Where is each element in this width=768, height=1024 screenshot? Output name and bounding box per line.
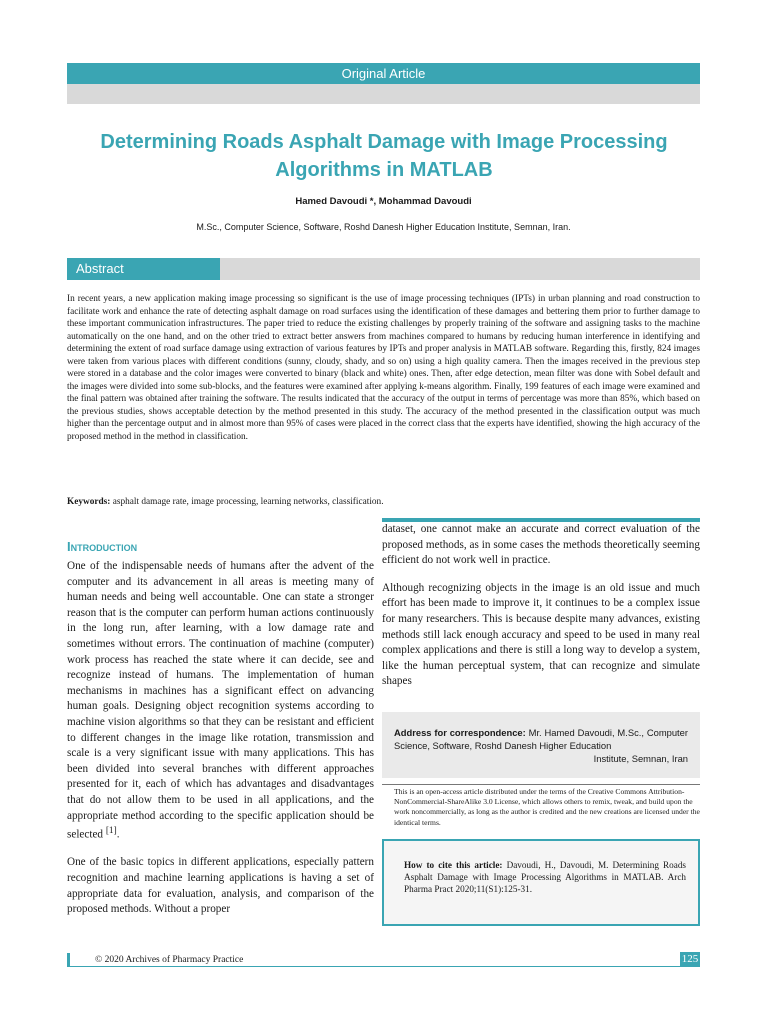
header-grey-band [67, 84, 700, 104]
keywords-text: asphalt damage rate, image processing, learning networks, classification. [112, 497, 384, 507]
intro-paragraph-1-text: One of the indispensable needs of humans after the advent of the computer and its advancement in all areas is meeting many of human needs and being well accountable. One can state a stronger reason that is the computer can perform human actions continuously in the long run, after learning, with a low damage rate and sometimes without errors. The continuation of machine (computer) work process has reached the state where it can decide, see and recognize instead of humans. The implementation of human mechanisms in machines has a significant effect on advancing human goals. Designing object recognition systems according to machine vision algorithms so that they can be resistant and efficient to different changes in the image like rotation, transmission and scale is a very significant issue with many applications. This has been divided into several branches with different approaches presented for it, each of which has advantages and disadvantages that do not allow them to be used in all applications, and the appropriate method according to the specific application should be selected [67, 560, 374, 841]
reference-1[interactable]: [1] [105, 826, 117, 837]
abstract-text: In recent years, a new application making image processing so significant is the use of image processing techniques (IPTs) in urban planning and road construction to facilitate work and enhance the rate of detecting asphalt damage on road surfaces using the identification of these damages and bettering them prior to further damage to these important communication infrastructures. The paper tried to reduce the existing challenges by properly training of the software and assigning tasks to the machine automatically on the one hand, and on the other tried to extract better answers from machines compared to humans by reducing human interference in identifying and determining the extent of road surface damage using extraction of various features by IPTs and proper analysis in MATLAB software. Regarding this, firstly, 824 images were taken from various places with different conditions (sunny, cloudy, shady, and so on) using a high quality camera. Then the images received in the previous step were stored in a database and the color images were converted to binary (black and white) ones. Then, after edge detection, mean filter was done with Sobel default and the images were divided into some sub-blocks, and the features were examined after applying k-means algorithm. Finally, 199 features of each image were examined and the final pattern was obtained after training the software. The results indicated that the accuracy of the output in terms of percentage was more than 85%, which based on the previous studies, shows acceptable detection by the method presented in this study. The accuracy of the method presented in the classification output was much higher than the percentage output and in almost more than 95% of cases were placed in the correct class that the experts have identified, showing the high accuracy of the proposed method in the method in classification. [67, 294, 700, 442]
page-number: 125 [681, 953, 699, 965]
intro-paragraph-4: Although recognizing objects in the image is an old issue and much effort has been made to improve it, it continues to be a complex issue for many researchers. This is because despite many advances, existing methods still lack enough accuracy and speed to be used in many real complex applications and there is still a long way to develop a system, like the human perceptual system, that can recognize and simulate shapes [382, 581, 700, 688]
intro-paragraph-1: One of the indispensable needs of humans after the advent of the computer and its advancement in all areas is meeting many of human needs and being well accountable. One can state a stronger reason that is the computer can perform human actions continuously in the long run, after learning, with a low damage rate and sometimes without errors. The continuation of machine (computer) work process has reached the state where it can decide, see and recognize instead of humans. The implementation of human mechanisms in machines has a significant effect on advancing human goals. Designing object recognition systems according to machine vision algorithms so that they can be resistant and efficient to different changes in the image like rotation, transmission and scale is a very significant issue with many applications. This has been divided into several branches with different approaches presented for it, each of which has advantages and disadvantages that do not allow them to be used in all applications, and the appropriate method according to the specific application should be selected [1]. [67, 560, 374, 841]
license-divider [382, 784, 700, 785]
keywords [67, 496, 700, 508]
intro-paragraph-3: dataset, one cannot make an accurate and correct evaluation of the proposed methods, as in some cases the methods theoretically seeming efficient do not work well in practice. [382, 523, 700, 567]
left-column [67, 538, 374, 918]
article-type-banner: Original Article [67, 63, 700, 84]
keywords-label: Keywords: [67, 497, 111, 507]
section-heading-introduction: Introduction [67, 539, 138, 554]
correspondence-label: Address for correspondence: [394, 727, 526, 738]
correspondence-box [382, 712, 700, 778]
correspondence-text-end: Institute, Semnan, Iran [593, 753, 688, 764]
citation-text: Davoudi, H., Davoudi, M. Determining Roads Asphalt Damage with Image Processing Algorithms in MATLAB. Arch Pharma Pract 2020;11(S1):125-31. [404, 860, 686, 894]
citation-box [382, 839, 700, 926]
page-title: Determining Roads Asphalt Damage with Image Processing Algorithms in MATLAB [100, 131, 668, 181]
authors: Hamed Davoudi *, Mohammad Davoudi [295, 196, 472, 207]
citation-label: How to cite this article: [404, 860, 503, 870]
footer-marker [67, 953, 70, 967]
right-column [382, 522, 700, 690]
affiliation: M.Sc., Computer Science, Software, Roshd Danesh Higher Education Institute, Semnan, Iran. [196, 222, 571, 232]
abstract-heading: Abstract [67, 258, 220, 280]
footer-copyright: © 2020 Archives of Pharmacy Practice [95, 955, 244, 965]
license-notice: This is an open-access article distributed under the terms of the Creative Commons Attribution-NonCommercial-ShareAlike 3.0 License, which allows others to remix, tweak, and build upon the work noncommercially, as long as the author is credited and the new creations are licensed under the identical terms. [394, 787, 700, 827]
intro-paragraph-2: One of the basic topics in different applications, especially pattern recognition and machine learning applications is having a set of appropriate data for evaluation, analysis, and comparison of the proposed methods. Without a proper [67, 856, 374, 916]
correspondence-text: Mr. Hamed Davoudi, M.Sc., Computer Science, Software, Roshd Danesh Higher Education [394, 727, 688, 751]
